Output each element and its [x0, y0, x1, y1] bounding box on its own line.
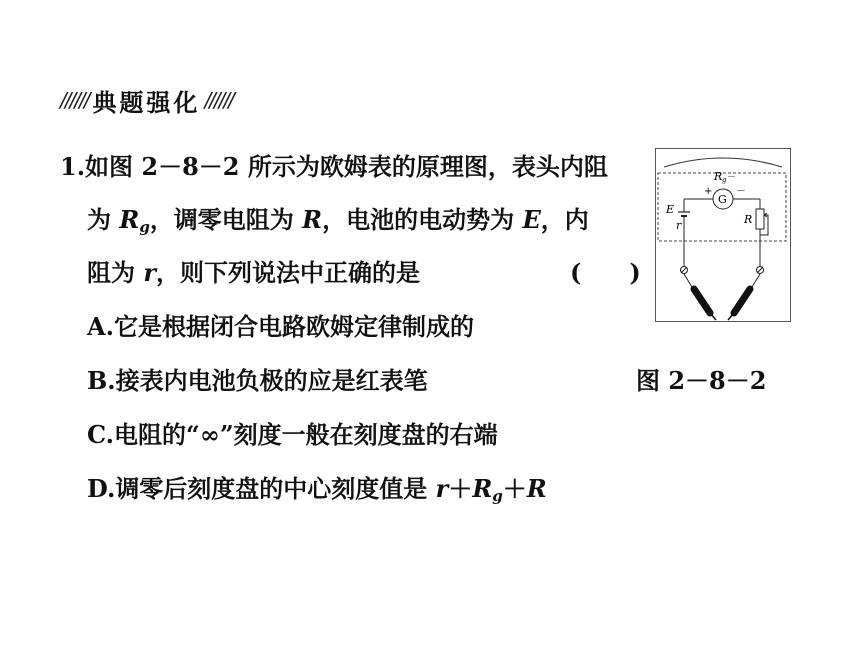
option-d-Rg-subscript: g [492, 487, 503, 505]
figure-caption: 图 2－8－2 [636, 366, 767, 395]
question-text-3a: 阻为 [87, 258, 144, 287]
symbol-Rg-subscript: g [139, 218, 150, 236]
option-d-R: R [526, 474, 547, 503]
question-line-3 [87, 258, 420, 288]
ohmmeter-circuit-diagram [656, 149, 790, 321]
option-d-plus-1: ＋ [448, 474, 473, 503]
header-left-decoration: ////// [60, 88, 89, 112]
option-d-r: r [435, 474, 449, 503]
question-text-2b: ，调零电阻为 [149, 205, 303, 234]
label-Rg-minus: － [727, 173, 737, 183]
answer-bracket-text: ( ) [570, 258, 641, 287]
option-d-plus-2: ＋ [502, 474, 527, 503]
label-Rg-subscript: g [722, 176, 727, 184]
label-Rg: R [714, 170, 723, 183]
option-b-text: B.接表内电池负极的应是红表笔 [87, 366, 428, 395]
question-text-2a: 为 [87, 205, 120, 234]
symbol-E: E [522, 205, 541, 234]
label-E: E [666, 203, 675, 216]
symbol-R: R [302, 205, 323, 234]
section-header [60, 84, 233, 116]
rheostat-icon [756, 209, 764, 229]
option-a-text: A.它是根据闭合电路欧姆定律制成的 [87, 312, 474, 341]
circuit-figure [655, 148, 791, 322]
label-R: R [744, 213, 753, 226]
option-d-text: D.调零后刻度盘的中心刻度值是 [87, 474, 436, 503]
question-text-2d: ，内 [540, 205, 589, 234]
right-probe-icon [734, 289, 750, 313]
option-c [87, 420, 498, 450]
option-d-Rg: R [472, 474, 493, 503]
section-title: 典题强化 [92, 88, 201, 117]
symbol-Rg: R [119, 205, 140, 234]
option-d [87, 474, 547, 511]
answer-bracket [570, 258, 641, 288]
scale-arc [664, 158, 782, 167]
option-b [87, 366, 428, 396]
question-text-1: 1.如图 2－8－2 所示为欧姆表的原理图，表头内阻 [60, 152, 608, 181]
left-probe-icon [694, 289, 710, 313]
question-text-2c: ，电池的电动势为 [322, 205, 523, 234]
question-text-3b: ，则下列说法中正确的是 [156, 258, 421, 287]
option-c-text: C.电阻的“∞”刻度一般在刻度盘的右端 [87, 420, 498, 449]
label-plus: + [704, 186, 713, 197]
question-line-1 [60, 152, 608, 182]
label-minus: － [736, 186, 746, 197]
option-a [87, 312, 474, 342]
label-G: G [718, 193, 727, 206]
symbol-r: r [143, 258, 157, 287]
question-line-2 [87, 205, 589, 242]
label-r: r [676, 219, 682, 232]
header-right-decoration: ////// [204, 88, 233, 112]
